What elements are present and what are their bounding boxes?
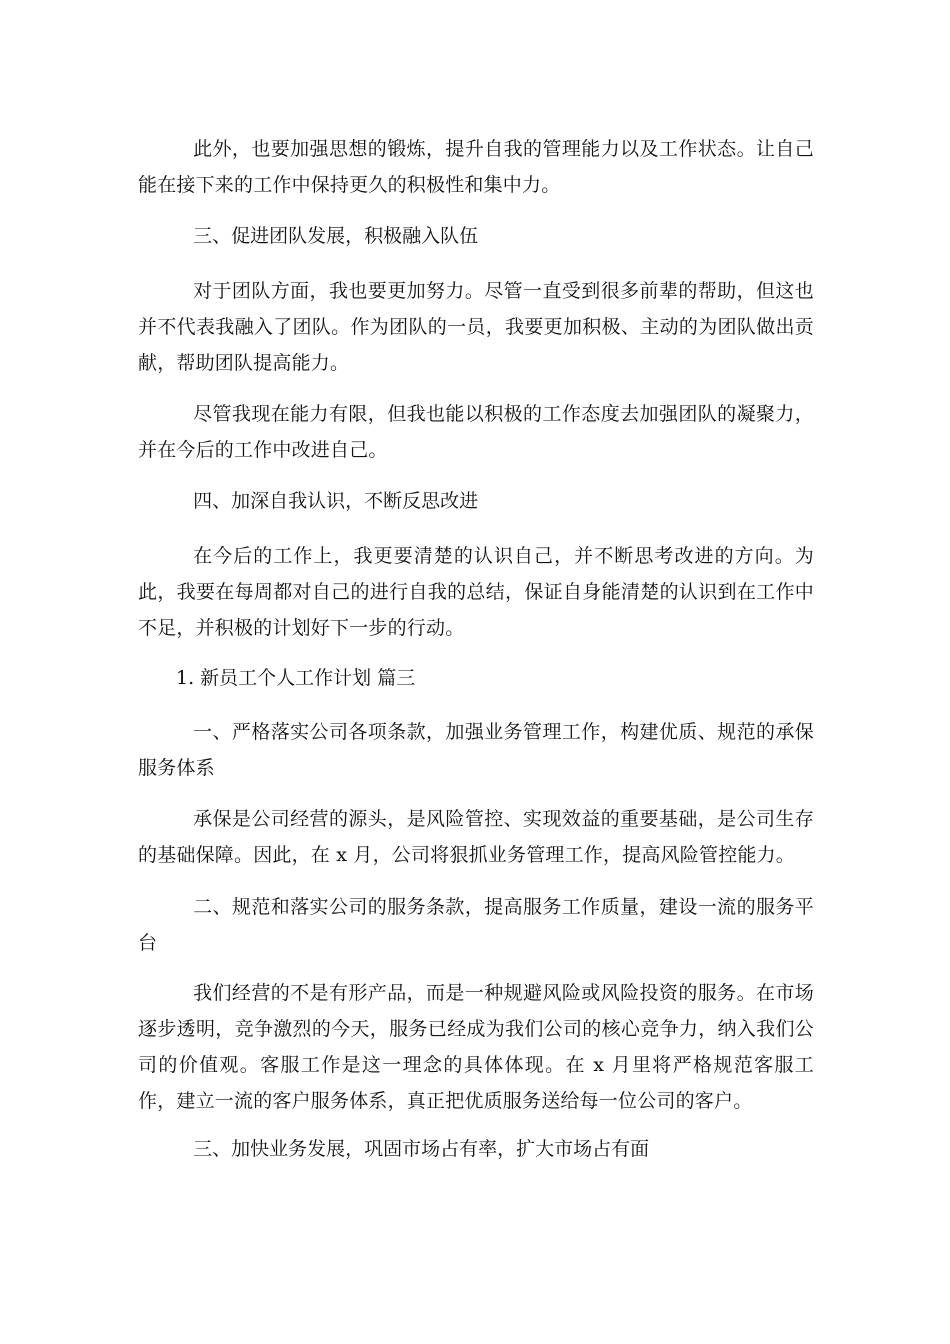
paragraph-team-cohesion: 尽管我现在能力有限，但我也能以积极的工作态度去加强团队的凝聚力，并在今后的工作中改进自己。 [138,403,814,461]
paragraph-service-platform: 二、规范和落实公司的服务条款，提高服务工作质量，建设一流的服务平台 [138,896,814,954]
section-heading-business-growth: 三、加快业务发展，巩固市场占有率，扩大市场占有面 [193,1138,650,1160]
paragraph-weekly-summary: 在今后的工作上，我更要清楚的认识自己，并不断思考改进的方向。为此，我要在每周都对自己的进行自我的总结，保证自身能清楚的认识到在工作中不足，并积极的计划好下一步的行动。 [138,545,814,639]
section-heading-self-awareness: 四、加深自我认识，不断反思改进 [193,490,479,512]
numbered-title-plan-part-three: 1. 新员工个人工作计划 篇三 [176,667,416,689]
paragraph-underwriting-system: 一、严格落实公司各项条款，加强业务管理工作，构建优质、规范的承保服务体系 [138,721,814,779]
paragraph-self-management: 此外，也要加强思想的锻炼，提升自我的管理能力以及工作状态。让自己能在接下来的工作中保持更久的积极性和集中力。 [138,138,814,196]
paragraph-team-effort: 对于团队方面，我也要更加努力。尽管一直受到很多前辈的帮助，但这也并不代表我融入了团队。作为团队的一员，我要更加积极、主动的为团队做出贡献，帮助团队提高能力。 [138,280,814,374]
paragraph-service-competitiveness: 我们经营的不是有形产品，而是一种规避风险或风险投资的服务。在市场逐步透明，竞争激烈的今天，服务已经成为我们公司的核心竞争力，纳入我们公司的价值观。客服工作是这一理念的具体体现。在 x 月里将严格规范客服工作，建立一流的客户服务体系，真正把优质服务送给每一位公司的客户。 [138,982,814,1112]
section-heading-team-development: 三、促进团队发展，积极融入队伍 [193,225,479,247]
paragraph-underwriting-source: 承保是公司经营的源头，是风险管控、实现效益的重要基础，是公司生存的基础保障。因此，在 x 月，公司将狠抓业务管理工作，提高风险管控能力。 [138,808,814,866]
